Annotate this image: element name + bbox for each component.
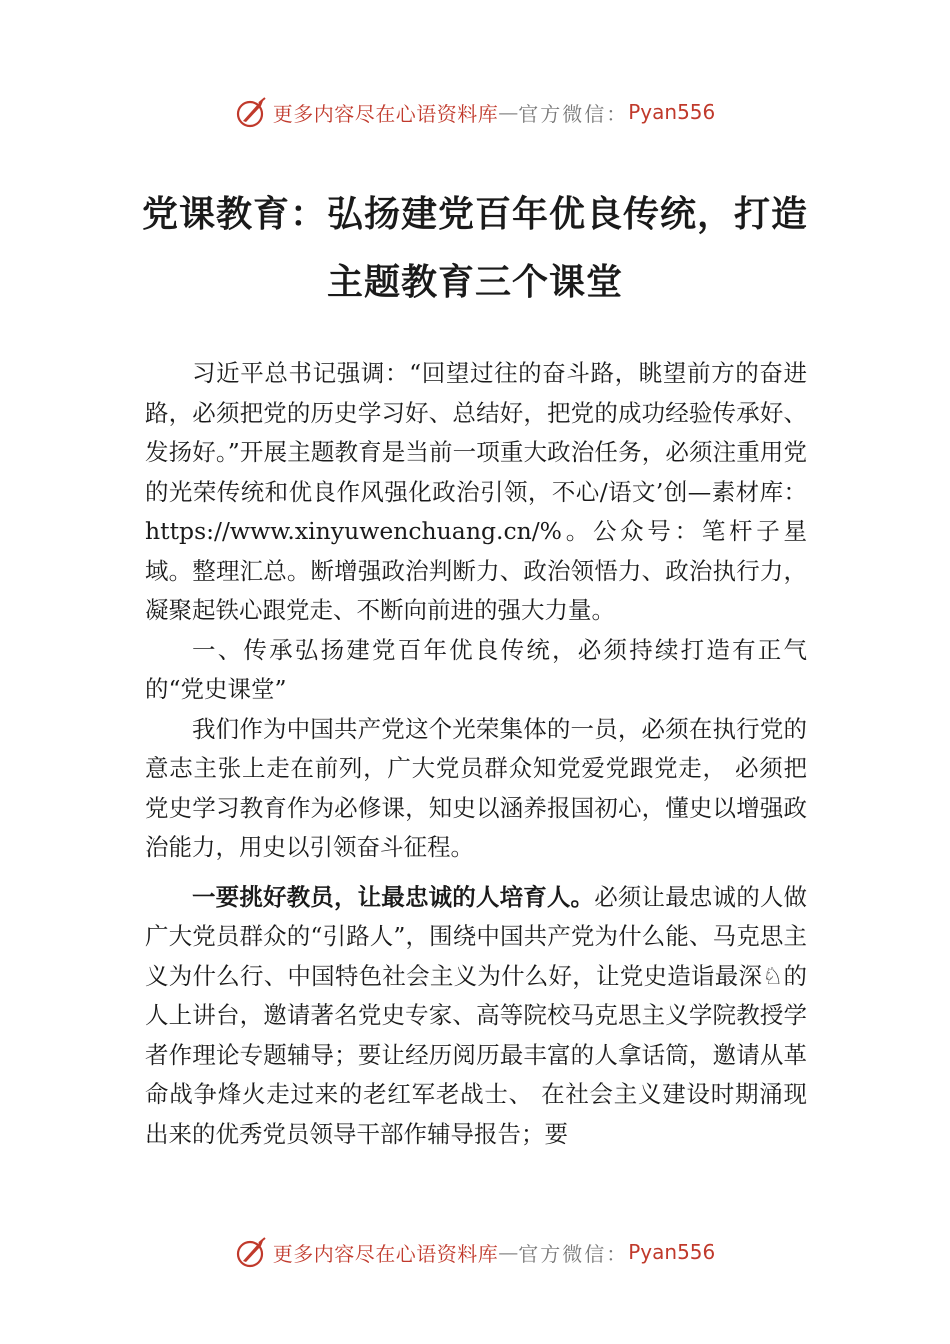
watermark-brand: 更多内容尽在心语资料库: [272, 1241, 499, 1266]
paragraph-section-1: 我们作为中国共产党这个光荣集体的一员，必须在执行党的意志主张上走在前列，广大党员群众知党爱党跟党走， 必须把党史学习教育作为必修课，知史以涵养报国初心，懂史以增强政治能力，用史以引领奋斗征程。: [145, 714, 807, 861]
watermark-separator: —: [498, 1240, 519, 1264]
watermark-wechat-label: 官方微信：: [518, 1241, 629, 1266]
point-1-lead: 一要挑好教员，让最忠诚的人培育人。: [192, 882, 595, 911]
quill-pen-icon: [235, 1235, 269, 1269]
watermark-wechat-id: Pyan556: [628, 100, 716, 124]
watermark-separator: —: [498, 100, 519, 124]
watermark-header: [0, 92, 950, 132]
watermark-wechat-label: 官方微信：: [518, 101, 629, 126]
title-line-2: 主题教育三个课堂: [326, 261, 623, 303]
document-title: [100, 180, 850, 316]
section-heading-1: 一、传承弘扬建党百年优良传统，必须持续打造有正气的“党史课堂”: [145, 635, 807, 703]
title-line-1: 党课教育：弘扬建党百年优良传统，打造: [141, 193, 808, 235]
watermark-brand: 更多内容尽在心语资料库: [272, 101, 499, 126]
paragraph-point-1: [145, 878, 807, 1155]
paragraph-intro: 习近平总书记强调：“回望过往的奋斗路，眺望前方的奋进路，必须把党的历史学习好、总结好，把党的成功经验传承好、发扬好。”开展主题教育是当前一项重大政治任务，必须注重用党的光荣传统和优良作风强化政治引领，不心/语文’创—素材库：https://www.xinyuwenchuang.cn/%。公众号：笔杆子星域。整理汇总。断增强政治判断力、政治领悟力、政治执行力，凝聚起铁心跟党走、不断向前进的强大力量。: [145, 359, 807, 624]
document-body: [145, 354, 807, 1154]
point-1-text: 必须让最忠诚的人做广大党员群众的“引路人”，围绕中国共产党为什么能、马克思主义为什么行、中国特色社会主义为什么好，让党史造诣最深♘的人上讲台，邀请著名党史专家、高等院校马克思主义学院教授学者作理论专题辅导；要让经历阅历最丰富的人拿话筒，邀请从革命战争烽火走过来的老红军老战士、 在社会主义建设时期涌现出来的优秀党员领导干部作辅导报告；要: [145, 882, 808, 1148]
watermark-footer: [0, 1232, 950, 1272]
quill-pen-icon: [235, 95, 269, 129]
watermark-wechat-id: Pyan556: [628, 1240, 716, 1264]
